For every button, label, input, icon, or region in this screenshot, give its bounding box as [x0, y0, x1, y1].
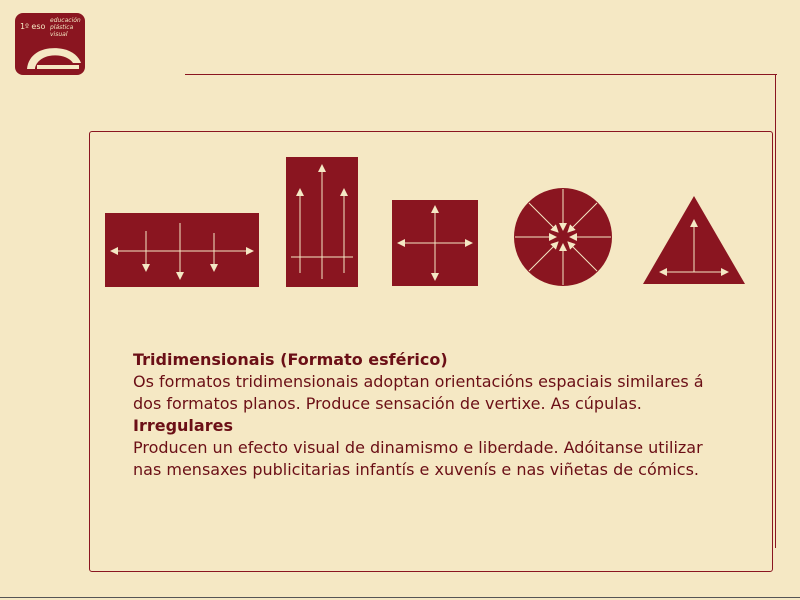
logo-grade: 1º eso: [20, 22, 46, 31]
bottom-border: [0, 597, 800, 598]
section-heading: Tridimensionais (Formato esférico): [133, 350, 448, 369]
content-text: [133, 349, 733, 481]
triangle-arrows-icon: [642, 196, 746, 286]
section-paragraph: Producen un efecto visual de dinamismo e liberdade. Adóitanse utilizar nas mensaxes publicitarias infantís e xuvenís e nas viñetas de cómics.: [133, 438, 703, 479]
logo: [15, 13, 85, 75]
logo-subject-line: plástica: [50, 24, 74, 31]
square-arrows-icon: [392, 200, 478, 286]
section-heading: Irregulares: [133, 416, 233, 435]
vertical-rectangle-arrows-icon: [286, 157, 358, 287]
logo-subject: [50, 17, 81, 38]
logo-subject-line: educación: [50, 17, 81, 24]
horizontal-rectangle-arrows-icon: [105, 213, 259, 287]
logo-subject-line: visual: [50, 31, 68, 38]
circle-radial-arrows-icon: [513, 187, 613, 287]
section-paragraph: Os formatos tridimensionais adoptan orientacións espaciais similares á dos formatos planos. Produce sensación de vertixe. As cúpulas.: [133, 372, 704, 413]
header-divider: [185, 74, 777, 75]
right-divider: [775, 74, 776, 548]
